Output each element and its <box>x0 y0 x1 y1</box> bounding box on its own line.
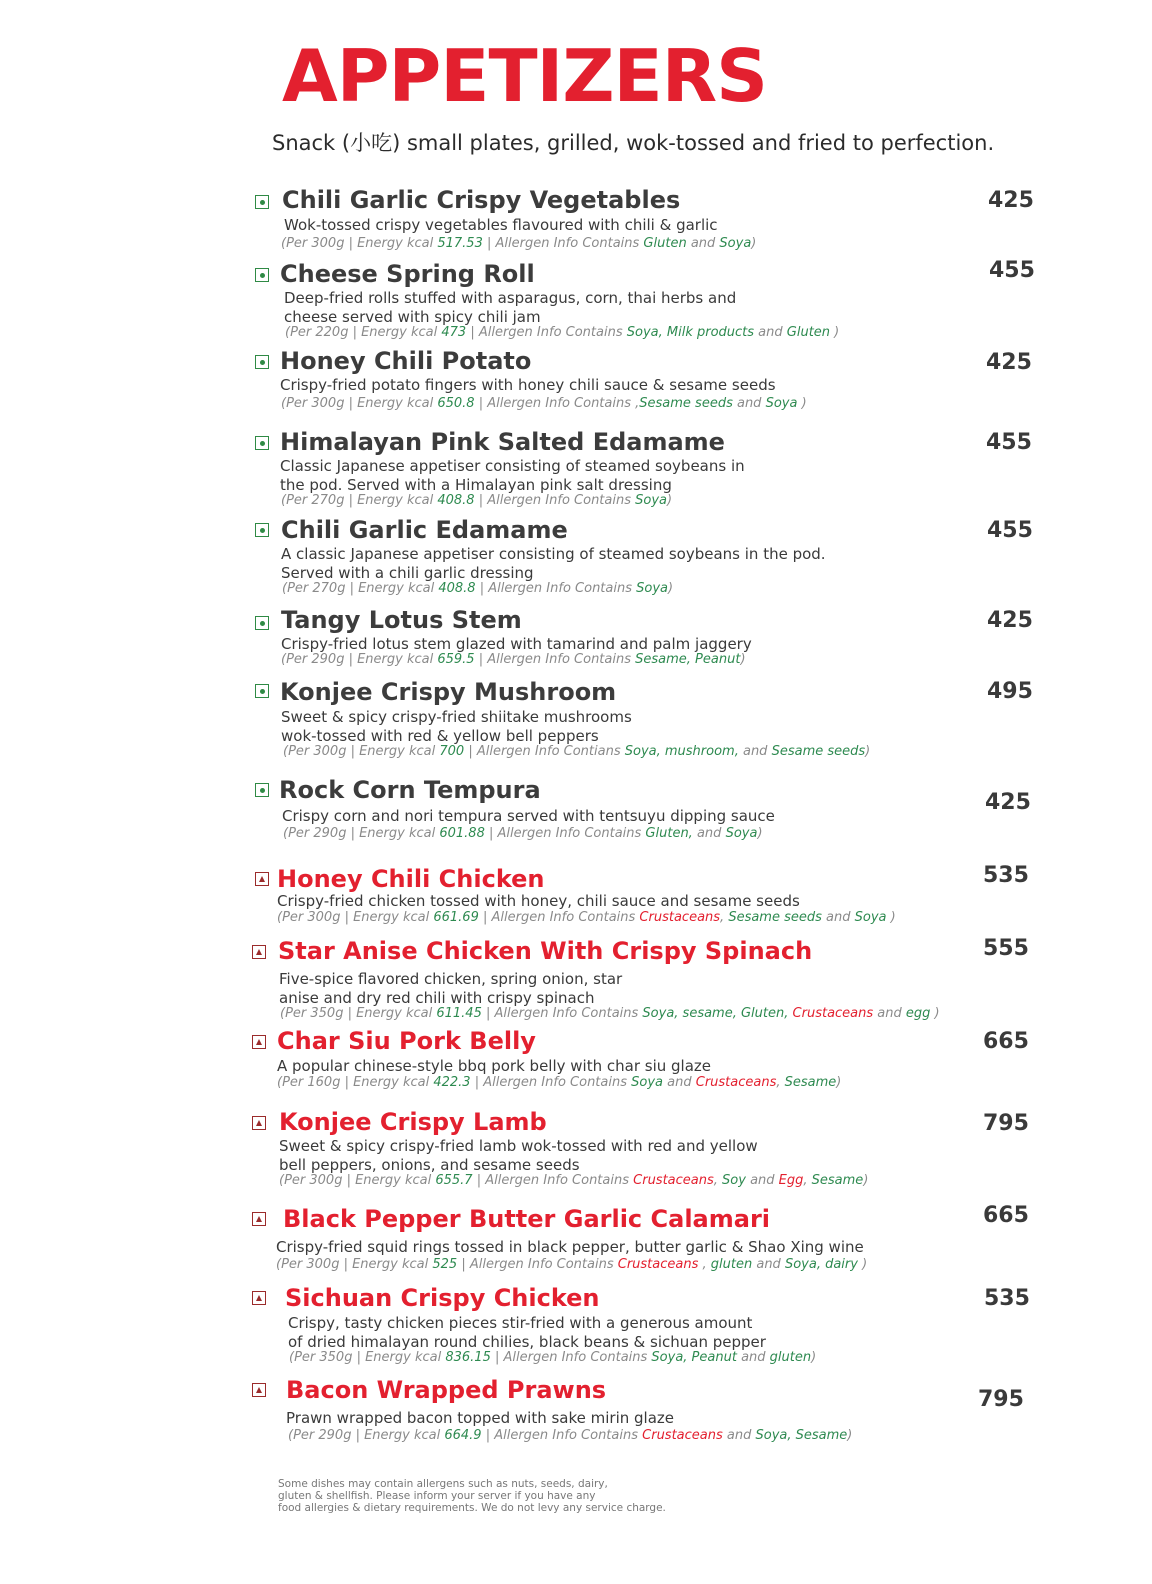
allergen-highlight: Crustaceans <box>642 1428 723 1443</box>
item-price: 555 <box>983 936 1029 961</box>
info-value: Soya <box>631 1075 664 1090</box>
item-price: 535 <box>984 1286 1030 1311</box>
item-nutrition-allergen-info <box>279 1174 868 1187</box>
page-title: APPETIZERS <box>282 34 768 118</box>
info-value: gluten <box>769 1350 812 1365</box>
info-value: Sesame <box>784 1075 837 1090</box>
info-value: 601.88 <box>439 826 485 841</box>
info-text: ) <box>847 1428 853 1443</box>
item-name: Tangy Lotus Stem <box>281 606 522 634</box>
info-text: , <box>720 910 729 925</box>
veg-mark-icon <box>255 268 269 282</box>
info-text: | Allergen Info Contains <box>466 325 627 340</box>
allergen-highlight: Crustaceans <box>617 1257 699 1272</box>
info-value: 655.7 <box>435 1173 473 1188</box>
info-value: Sesame, Peanut <box>635 652 741 667</box>
non-veg-mark-icon <box>252 1212 266 1226</box>
item-description <box>276 1238 864 1257</box>
non-veg-mark-icon <box>252 945 266 959</box>
info-value: 525 <box>432 1257 458 1272</box>
item-nutrition-allergen-info <box>277 911 896 924</box>
item-nutrition-allergen-info <box>289 1351 816 1364</box>
info-text: | Allergen Info Contains , <box>474 396 640 411</box>
item-nutrition-allergen-info <box>277 1076 841 1089</box>
info-text: and <box>754 325 787 340</box>
item-description <box>277 892 800 911</box>
item-price: 425 <box>988 188 1034 213</box>
info-value: 473 <box>441 325 467 340</box>
info-text: (Per 300g | Energy kcal <box>279 1173 436 1188</box>
item-name: Chili Garlic Edamame <box>281 516 568 544</box>
description-line: Crispy corn and nori tempura served with tentsuyu dipping sauce <box>282 807 775 825</box>
item-description <box>286 1409 674 1428</box>
description-line: anise and dry red chili with crispy spinach <box>279 989 595 1007</box>
info-text: ) <box>857 1257 868 1272</box>
info-value: Soya, Peanut <box>651 1350 737 1365</box>
item-description <box>281 545 826 583</box>
info-value: Soya <box>635 493 668 508</box>
info-text: ) <box>667 493 673 508</box>
info-value: Soy <box>722 1173 746 1188</box>
info-text: | Allergen Info Contains <box>478 910 640 925</box>
item-nutrition-allergen-info <box>280 1007 940 1020</box>
info-text: | Allergen Info Contains <box>482 236 644 251</box>
item-price: 425 <box>986 350 1032 375</box>
veg-mark-icon <box>255 523 269 537</box>
info-value: Sesame seeds <box>771 744 866 759</box>
info-text: ) <box>886 910 896 925</box>
item-price: 665 <box>983 1203 1029 1228</box>
item-description <box>280 376 776 395</box>
description-line: Crispy-fried chicken tossed with honey, chili sauce and sesame seeds <box>277 892 800 910</box>
veg-mark-icon <box>255 616 269 630</box>
info-text: (Per 270g | Energy kcal <box>282 581 439 596</box>
info-text: | Allergen Info Contians <box>464 744 625 759</box>
info-value: Sesame <box>811 1173 864 1188</box>
description-line: Crispy-fried lotus stem glazed with tamarind and palm jaggery <box>281 635 752 653</box>
description-line: Wok-tossed crispy vegetables flavoured with chili & garlic <box>284 216 718 234</box>
description-line: Crispy, tasty chicken pieces stir-fried with a generous amount <box>288 1314 753 1332</box>
item-name: Cheese Spring Roll <box>280 260 535 288</box>
info-text: (Per 300g | Energy kcal <box>281 396 438 411</box>
info-value: Sesame seeds <box>728 910 822 925</box>
item-price: 495 <box>987 679 1033 704</box>
info-value: 836.15 <box>445 1350 491 1365</box>
info-text: | Allergen Info Contains <box>472 1173 634 1188</box>
description-line: Crispy-fried squid rings tossed in black pepper, butter garlic & Shao Xing wine <box>276 1238 864 1256</box>
info-value: Gluten, <box>645 826 693 841</box>
item-description <box>279 970 622 1008</box>
non-veg-mark-icon <box>252 1291 266 1305</box>
description-line: A classic Japanese appetiser consisting of steamed soybeans in the pod. <box>281 545 826 563</box>
description-line: cheese served with spicy chili jam <box>284 308 541 326</box>
item-name: Black Pepper Butter Garlic Calamari <box>283 1205 771 1233</box>
footer-line: food allergies & dietary requirements. We do not levy any service charge. <box>278 1502 666 1514</box>
info-text: and <box>821 910 855 925</box>
item-price: 665 <box>983 1029 1029 1054</box>
item-name: Himalayan Pink Salted Edamame <box>280 428 725 456</box>
info-text: | Allergen Info Contains <box>475 581 637 596</box>
info-value: Soya <box>636 581 669 596</box>
item-name: Honey Chili Chicken <box>277 865 545 893</box>
non-veg-mark-icon <box>255 872 269 886</box>
info-text: | Allergen Info Contains <box>481 1006 643 1021</box>
veg-mark-icon <box>255 684 269 698</box>
info-value: Soya, Milk products <box>626 325 755 340</box>
info-value: Soya <box>725 826 758 841</box>
item-nutrition-allergen-info <box>281 653 746 666</box>
info-value: Gluten <box>643 236 687 251</box>
info-text: (Per 350g | Energy kcal <box>289 1350 446 1365</box>
info-text: (Per 290g | Energy kcal <box>281 652 438 667</box>
info-text: ) <box>668 581 674 596</box>
info-value: Soya <box>765 396 798 411</box>
info-value: Soya, mushroom, <box>624 744 739 759</box>
info-value: Soya, dairy <box>784 1257 858 1272</box>
item-name: Konjee Crispy Mushroom <box>280 678 617 706</box>
allergen-footer <box>278 1478 666 1514</box>
item-description <box>282 807 775 826</box>
info-text: and <box>745 1173 779 1188</box>
description-line: Sweet & spicy crispy-fried shiitake mushrooms <box>281 708 632 726</box>
info-text: (Per 300g | Energy kcal <box>277 910 434 925</box>
info-text: ) <box>757 826 763 841</box>
item-name: Char Siu Pork Belly <box>277 1027 536 1055</box>
info-value: egg <box>905 1006 931 1021</box>
description-line: wok-tossed with red & yellow bell peppers <box>281 727 599 745</box>
info-text: | Allergen Info Contains <box>474 652 636 667</box>
info-text: ) <box>865 744 871 759</box>
info-text: | Allergen Info Contains <box>490 1350 652 1365</box>
non-veg-mark-icon <box>252 1383 266 1397</box>
info-text: and <box>692 826 726 841</box>
info-text: ) <box>740 652 746 667</box>
item-nutrition-allergen-info <box>283 827 763 840</box>
item-nutrition-allergen-info <box>282 582 673 595</box>
info-text: and <box>752 1257 785 1272</box>
description-line: Five-spice flavored chicken, spring onion, star <box>279 970 623 988</box>
item-nutrition-allergen-info <box>281 397 807 410</box>
info-text: (Per 300g | Energy kcal <box>281 236 438 251</box>
description-line: Prawn wrapped bacon topped with sake mirin glaze <box>286 1409 675 1427</box>
allergen-highlight: Egg <box>778 1173 804 1188</box>
info-text: , <box>776 1075 785 1090</box>
description-line: Classic Japanese appetiser consisting of steamed soybeans in <box>280 457 745 475</box>
item-price: 455 <box>989 258 1035 283</box>
allergen-highlight: Crustaceans <box>792 1006 874 1021</box>
item-description <box>280 457 745 495</box>
item-description <box>281 708 632 746</box>
item-name: Rock Corn Tempura <box>279 776 541 804</box>
info-text: , <box>803 1173 812 1188</box>
info-value: Gluten <box>786 325 831 340</box>
info-value: gluten <box>710 1257 753 1272</box>
description-line: the pod. Served with a Himalayan pink salt dressing <box>280 476 672 494</box>
info-text: ) <box>751 236 757 251</box>
info-text: | Allergen Info Contains <box>481 1428 643 1443</box>
description-line: Served with a chili garlic dressing <box>281 564 534 582</box>
allergen-highlight: Crustaceans <box>633 1173 714 1188</box>
info-text: (Per 270g | Energy kcal <box>281 493 438 508</box>
page-subtitle: Snack (小吃) small plates, grilled, wok-tossed and fried to perfection. <box>272 131 995 155</box>
item-description <box>284 289 736 327</box>
item-name: Honey Chili Potato <box>280 347 532 375</box>
item-name: Chili Garlic Crispy Vegetables <box>282 186 681 214</box>
info-text: and <box>686 236 720 251</box>
item-name: Konjee Crispy Lamb <box>279 1108 547 1136</box>
info-value: Soya, sesame, Gluten, <box>642 1006 789 1021</box>
description-line: A popular chinese-style bbq pork belly with char siu glaze <box>277 1057 711 1075</box>
info-value: 517.53 <box>437 236 483 251</box>
description-line: Deep-fried rolls stuffed with asparagus, corn, thai herbs and <box>284 289 737 307</box>
info-text: | Allergen Info Contains <box>470 1075 632 1090</box>
veg-mark-icon <box>255 195 269 209</box>
veg-mark-icon <box>255 355 269 369</box>
info-text: (Per 160g | Energy kcal <box>277 1075 434 1090</box>
info-text: , <box>713 1173 723 1188</box>
info-value: Sesame seeds <box>639 396 733 411</box>
info-value: Soya <box>854 910 887 925</box>
item-price: 455 <box>986 430 1032 455</box>
info-text: ) <box>863 1173 869 1188</box>
info-text: (Per 290g | Energy kcal <box>288 1428 445 1443</box>
info-text: (Per 350g | Energy kcal <box>280 1006 437 1021</box>
description-line: of dried himalayan round chilies, black beans & sichuan pepper <box>288 1333 766 1351</box>
item-price: 535 <box>983 863 1029 888</box>
item-name: Bacon Wrapped Prawns <box>286 1376 607 1404</box>
item-price: 455 <box>987 518 1033 543</box>
item-description <box>279 1137 758 1175</box>
info-text: and <box>736 1350 770 1365</box>
item-nutrition-allergen-info <box>281 494 672 507</box>
info-value: 422.3 <box>433 1075 471 1090</box>
allergen-highlight: Crustaceans <box>695 1075 777 1090</box>
veg-mark-icon <box>255 436 269 450</box>
info-text: (Per 220g | Energy kcal <box>285 325 442 340</box>
item-description <box>284 216 718 235</box>
info-value: 650.8 <box>437 396 475 411</box>
item-nutrition-allergen-info <box>285 326 839 339</box>
info-value: 664.9 <box>444 1428 482 1443</box>
info-value: 700 <box>439 744 465 759</box>
item-price: 425 <box>985 790 1031 815</box>
info-text: and <box>663 1075 696 1090</box>
description-line: bell peppers, onions, and sesame seeds <box>279 1156 580 1174</box>
info-text: (Per 290g | Energy kcal <box>283 826 440 841</box>
info-text: | Allergen Info Contains <box>474 493 636 508</box>
info-text: and <box>722 1428 756 1443</box>
item-nutrition-allergen-info <box>288 1429 852 1442</box>
item-price: 425 <box>987 608 1033 633</box>
info-value: Soya, Sesame <box>755 1428 848 1443</box>
item-description <box>288 1314 766 1352</box>
item-description <box>277 1057 711 1076</box>
non-veg-mark-icon <box>252 1116 266 1130</box>
item-name: Sichuan Crispy Chicken <box>285 1284 600 1312</box>
item-price: 795 <box>978 1387 1024 1412</box>
description-line: Sweet & spicy crispy-fried lamb wok-tossed with red and yellow <box>279 1137 758 1155</box>
info-text: and <box>738 744 772 759</box>
info-text: and <box>732 396 766 411</box>
info-value: 661.69 <box>433 910 479 925</box>
footer-line: Some dishes may contain allergens such as nuts, seeds, dairy, <box>278 1478 608 1490</box>
info-value: 408.8 <box>438 581 476 596</box>
info-text: , <box>698 1257 711 1272</box>
info-text: | Allergen Info Contains <box>457 1257 618 1272</box>
info-text: ) <box>797 396 807 411</box>
info-text: ) <box>930 1006 940 1021</box>
info-value: 611.45 <box>436 1006 482 1021</box>
info-value: 659.5 <box>437 652 475 667</box>
item-nutrition-allergen-info <box>281 237 756 250</box>
description-line: Crispy-fried potato fingers with honey chili sauce & sesame seeds <box>280 376 776 394</box>
item-price: 795 <box>983 1111 1029 1136</box>
info-value: 408.8 <box>437 493 475 508</box>
non-veg-mark-icon <box>252 1035 266 1049</box>
footer-line: gluten & shellfish. Please inform your server if you have any <box>278 1490 596 1502</box>
veg-mark-icon <box>255 783 269 797</box>
info-text: (Per 300g | Energy kcal <box>283 744 440 759</box>
item-nutrition-allergen-info <box>276 1258 867 1271</box>
info-text: ) <box>836 1075 842 1090</box>
info-value: Soya <box>719 236 752 251</box>
info-text: ) <box>830 325 840 340</box>
info-text: | Allergen Info Contains <box>484 826 646 841</box>
info-text: ) <box>811 1350 817 1365</box>
info-text: (Per 300g | Energy kcal <box>276 1257 433 1272</box>
item-name: Star Anise Chicken With Crispy Spinach <box>278 937 813 965</box>
allergen-highlight: Crustaceans <box>639 910 721 925</box>
info-text: and <box>873 1006 906 1021</box>
item-nutrition-allergen-info <box>283 745 870 758</box>
